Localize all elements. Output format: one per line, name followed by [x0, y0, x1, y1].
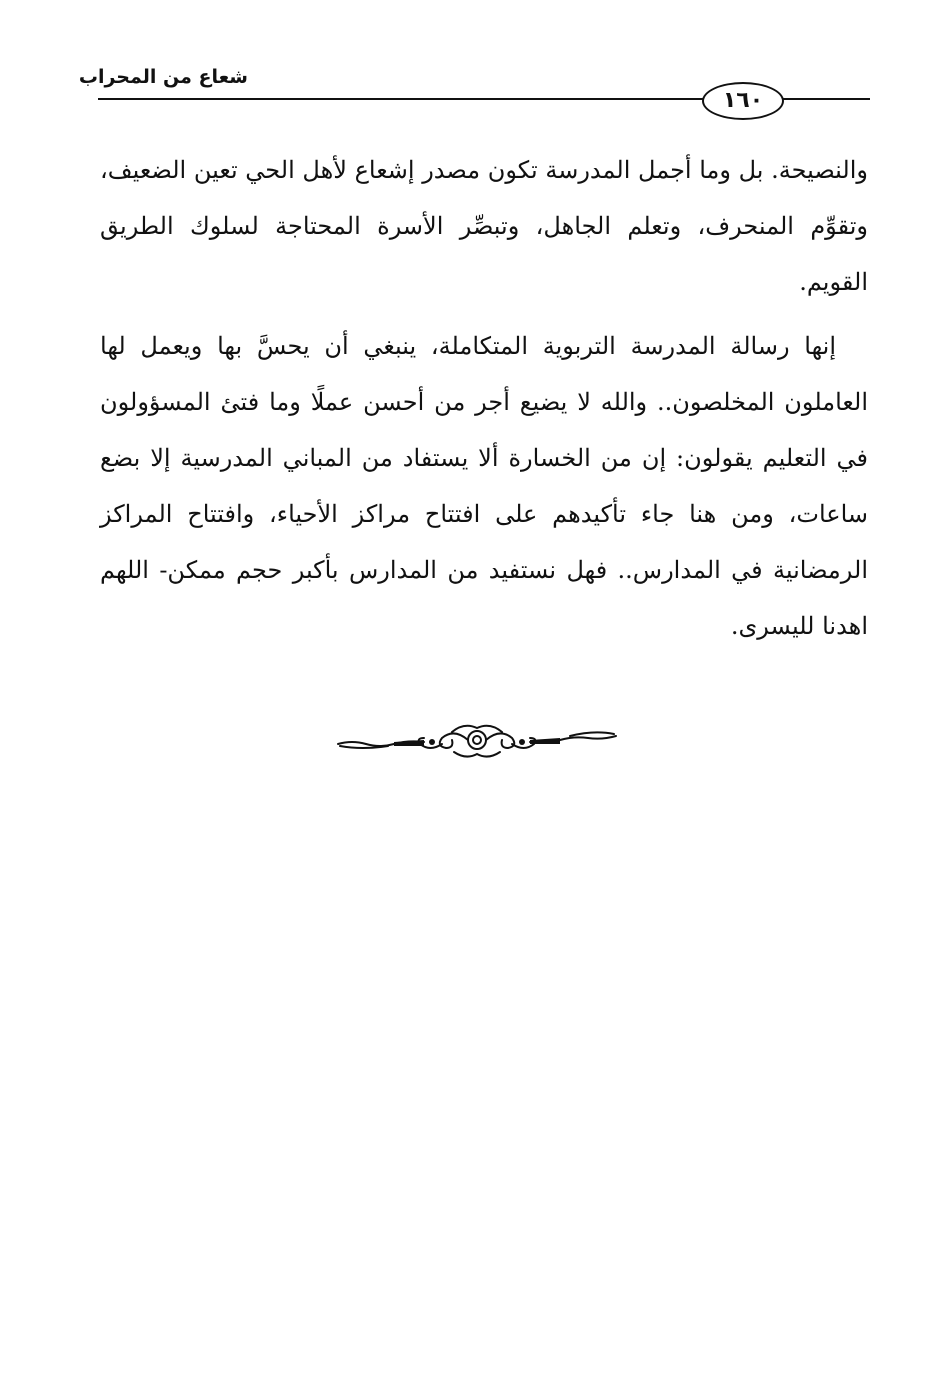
- paragraph-2: إنها رسالة المدرسة التربوية المتكاملة، ينبغي أن يحسَّ بها ويعمل لها العاملون المخلصون.. والله لا يضيع أجر من أحسن عملًا وما فتئ المسؤولون في التعليم يقولون: إن من الخسارة ألا يستفاد من المباني المدرسية إلا بضع ساعات، ومن هنا جاء تأكيدهم على افتتاح مراكز الأحياء، وافتتاح المراكز الرمضانية في المدارس.. فهل نستفيد من المدارس بأكبر حجم ممكن- اللهم اهدنا لليسرى.: [100, 332, 868, 640]
- decorative-divider-ornament-icon: [332, 722, 622, 762]
- running-title: شعاع من المحراب: [78, 66, 248, 88]
- page-number: ١٦٠: [702, 82, 784, 120]
- paragraph-1: والنصيحة. بل وما أجمل المدرسة تكون مصدر إشعاع لأهل الحي تعين الضعيف، وتقوِّم المنحرف، وتعلم الجاهل، وتبصِّر الأسرة المحتاجة لسلوك الطريق القويم.: [100, 156, 868, 296]
- body-text: [100, 142, 868, 662]
- page-header: [78, 62, 870, 122]
